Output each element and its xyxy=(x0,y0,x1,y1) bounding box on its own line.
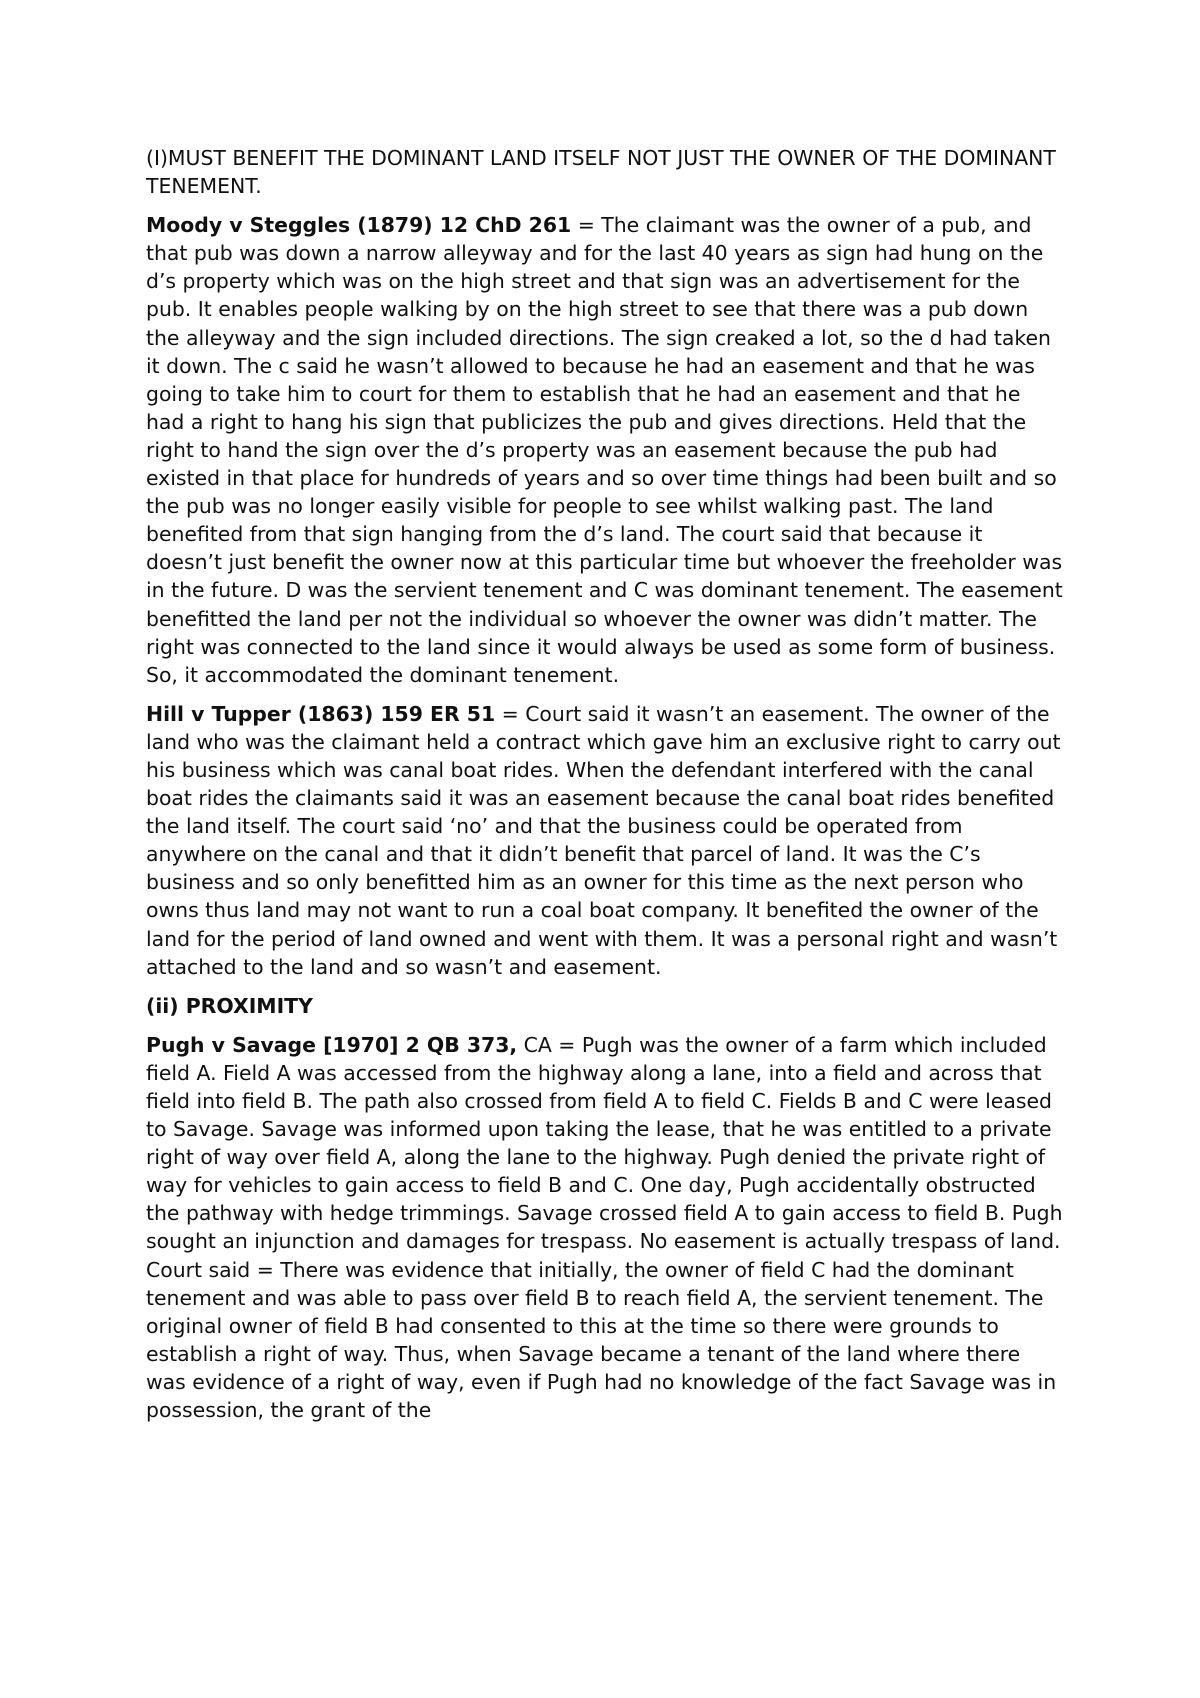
paragraph-pugh-v-savage xyxy=(146,1031,1064,1424)
case-citation: Moody v Steggles (1879) 12 ChD 261 xyxy=(146,213,572,238)
paragraph-text: = Court said it wasn’t an easement. The owner of the land who was the claimant held a contract which gave him an exclusive right to carry out his business which was canal boat rides. When the defendant interfered with the canal boat rides the claimants said it was an easement because the canal boat rides benefited the land itself. The court said ‘no’ and that the business could be operated from anywhere on the canal and that it didn’t benefit that parcel of land. It was the C’s business and so only benefitted him as an owner for this time as the next person who owns thus land may not want to run a coal boat company. It benefited the owner of the land for the period of land owned and went with them. It was a personal right and wasn’t attached to the land and so wasn’t and easement. xyxy=(146,701,1061,979)
paragraph-text: = The claimant was the owner of a pub, and that pub was down a narrow alleyway and for the last 40 years as sign had hung on the d’s property which was on the high street and that sign was an advertisement for the pub. It enables people walking by on the high street to see that there was a pub down the alleyway and the sign included directions. The sign creaked a lot, so the d had taken it down. The c said he wasn’t allowed to because he had an easement and that he was going to take him to court for them to establish that he had an easement and that he had a right to hang his sign that publicizes the pub and gives directions. Held that the right to hand the sign over the d’s property was an easement because the pub had existed in that place for hundreds of years and so over time things had been built and so the pub was no longer easily visible for people to see whilst walking past. The land benefited from that sign hanging from the d’s land. The court said that because it doesn’t just benefit the owner now at this particular time but whoever the freeholder was in the future. D was the servient tenement and C was dominant tenement. The easement benefitted the land per not the individual so whoever the owner was didn’t matter. The right was connected to the land since it would always be used as some form of business. So, it accommodated the dominant tenement. xyxy=(146,213,1063,687)
section-heading-benefit-dominant-land xyxy=(146,144,1064,200)
paragraph-hill-v-tupper xyxy=(146,700,1064,981)
section-heading-proximity xyxy=(146,992,1064,1020)
case-citation: Hill v Tupper (1863) 159 ER 51 xyxy=(146,701,496,726)
case-citation: Pugh v Savage [1970] 2 QB 373, xyxy=(146,1032,518,1057)
paragraph-text: CA = Pugh was the owner of a farm which included field A. Field A was accessed from the highway along a lane, into a field and across that field into field B. The path also crossed from field A to field C. Fields B and C were leased to Savage. Savage was informed upon taking the lease, that he was entitled to a private right of way over field A, along the lane to the highway. Pugh denied the private right of way for vehicles to gain access to field B and C. One day, Pugh accidentally obstructed the pathway with hedge trimmings. Savage crossed field A to gain access to field B. Pugh sought an injunction and damages for trespass. No easement is actually trespass of land. Court said = There was evidence that initially, the owner of field C had the dominant tenement and was able to pass over field B to reach field A, the servient tenement. The original owner of field B had consented to this at the time so there were grounds to establish a right of way. Thus, when Savage became a tenant of the land where there was evidence of a right of way, even if Pugh had no knowledge of the fact Savage was in possession, the grant of the xyxy=(146,1032,1063,1423)
heading-text: (I)MUST BENEFIT THE DOMINANT LAND ITSELF NOT JUST THE OWNER OF THE DOMINANT TENEMENT. xyxy=(146,146,1056,199)
paragraph-moody-v-steggles xyxy=(146,211,1064,689)
document-body xyxy=(146,144,1064,1435)
heading-text: (ii) PROXIMITY xyxy=(146,993,313,1018)
